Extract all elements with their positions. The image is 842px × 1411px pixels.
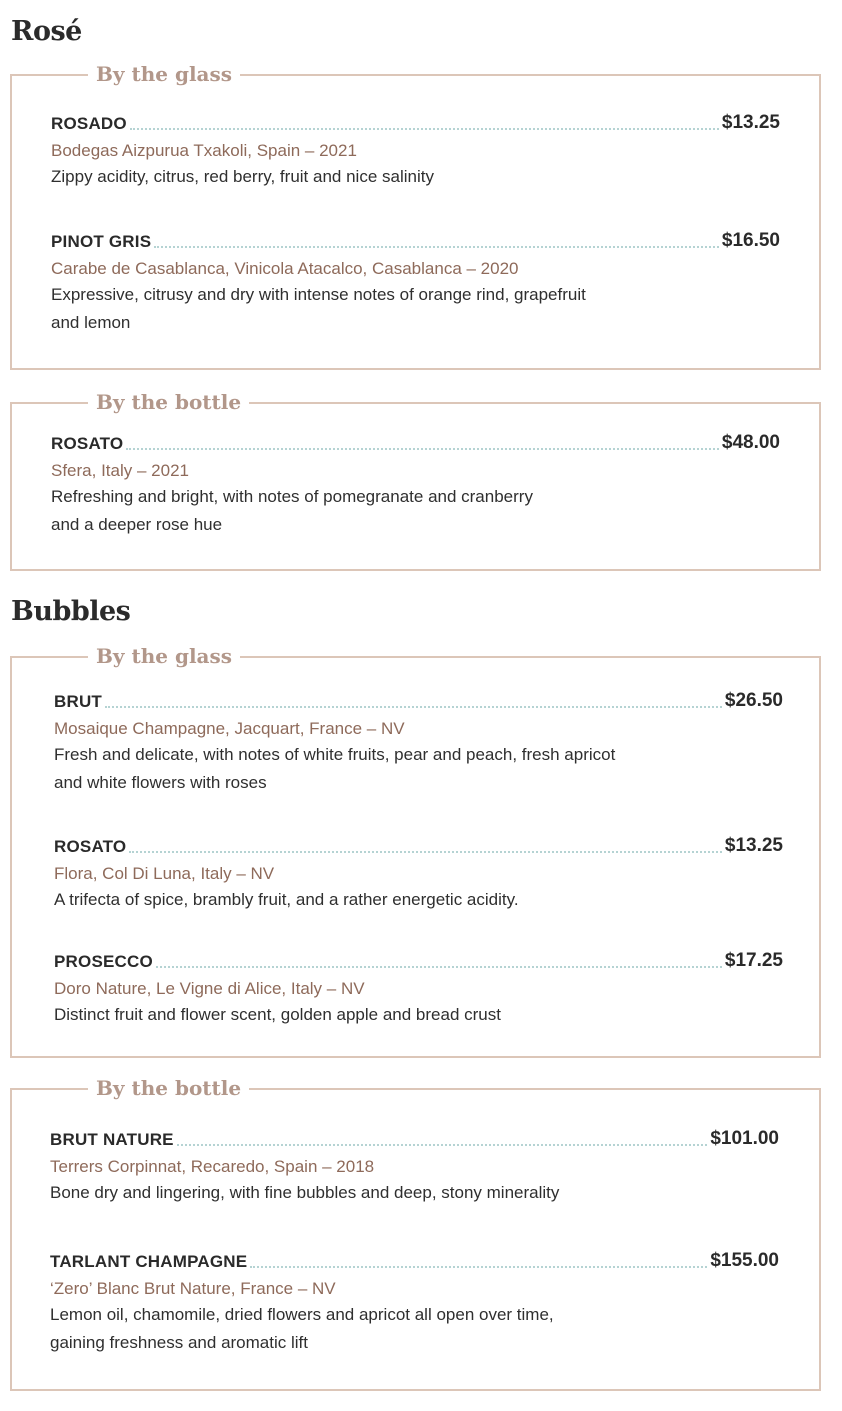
wine-description <box>50 1301 779 1357</box>
dot-leader <box>156 966 722 968</box>
wine-row <box>54 690 783 712</box>
wine-price: $17.25 <box>724 950 783 971</box>
dot-leader <box>154 246 719 248</box>
wine-description <box>51 483 780 539</box>
wine-item <box>51 112 780 191</box>
wine-price: $48.00 <box>721 432 780 453</box>
group-label: By the bottle <box>88 390 249 414</box>
wine-row <box>51 432 780 454</box>
section-title-rose: Rosé <box>11 16 82 47</box>
wine-description <box>51 281 780 337</box>
section-title-bubbles: Bubbles <box>11 596 131 627</box>
wine-origin: Terrers Corpinnat, Recaredo, Spain – 2018 <box>50 1157 375 1176</box>
wine-description <box>54 1001 783 1029</box>
wine-price: $26.50 <box>724 690 783 711</box>
wine-price: $13.25 <box>721 112 780 133</box>
wine-item <box>54 690 783 797</box>
desc-line: Expressive, citrusy and dry with intense notes of orange rind, grapefruit <box>51 285 586 304</box>
wine-name: ROSATO <box>54 837 127 856</box>
dot-leader <box>126 448 719 450</box>
dot-leader <box>129 851 722 853</box>
desc-line: Bone dry and lingering, with fine bubbles and deep, stony minerality <box>50 1183 560 1202</box>
wine-origin: Bodegas Aizpurua Txakoli, Spain – 2021 <box>51 141 357 160</box>
rose-by-the-glass-box <box>10 62 821 370</box>
bubbles-by-the-glass-box <box>10 644 821 1058</box>
wine-row <box>51 230 780 252</box>
wine-item <box>54 835 783 914</box>
dot-leader <box>130 128 719 130</box>
wine-origin: Flora, Col Di Luna, Italy – NV <box>54 864 275 883</box>
wine-row <box>50 1128 779 1150</box>
wine-row <box>50 1250 779 1272</box>
wine-origin: Carabe de Casablanca, Vinicola Atacalco, Casablanca – 2020 <box>51 259 519 278</box>
wine-description <box>50 1179 779 1207</box>
wine-item <box>51 230 780 337</box>
wine-name: TARLANT CHAMPAGNE <box>50 1252 248 1271</box>
wine-item <box>50 1128 779 1207</box>
wine-name: BRUT NATURE <box>50 1130 174 1149</box>
wine-price: $13.25 <box>724 835 783 856</box>
wine-name: PINOT GRIS <box>51 232 152 251</box>
wine-origin: ‘Zero’ Blanc Brut Nature, France – NV <box>50 1279 336 1298</box>
group-label: By the glass <box>88 644 240 668</box>
dot-leader <box>105 706 722 708</box>
desc-line: Lemon oil, chamomile, dried flowers and apricot all open over time, <box>50 1305 554 1324</box>
bubbles-by-the-bottle-box <box>10 1076 821 1391</box>
wine-name: BRUT <box>54 692 103 711</box>
wine-origin: Sfera, Italy – 2021 <box>51 461 189 480</box>
desc-line: and lemon <box>51 313 131 332</box>
wine-price: $155.00 <box>710 1250 779 1271</box>
wine-row <box>54 835 783 857</box>
desc-line: Fresh and delicate, with notes of white fruits, pear and peach, fresh apricot <box>54 745 616 764</box>
wine-origin: Doro Nature, Le Vigne di Alice, Italy – NV <box>54 979 365 998</box>
wine-price: $16.50 <box>721 230 780 251</box>
wine-description <box>54 886 783 914</box>
wine-description <box>51 163 780 191</box>
desc-line: and white flowers with roses <box>54 773 267 792</box>
wine-price: $101.00 <box>710 1128 779 1149</box>
rose-by-the-bottle-box <box>10 390 821 571</box>
wine-name: PROSECCO <box>54 952 153 971</box>
desc-line: Zippy acidity, citrus, red berry, fruit and nice salinity <box>51 167 434 186</box>
wine-row <box>51 112 780 134</box>
wine-origin: Mosaique Champagne, Jacquart, France – NV <box>54 719 405 738</box>
wine-description <box>54 741 783 797</box>
desc-line: and a deeper rose hue <box>51 515 223 534</box>
wine-name: ROSADO <box>51 114 127 133</box>
desc-line: A trifecta of spice, brambly fruit, and a rather energetic acidity. <box>54 890 519 909</box>
wine-name: ROSATO <box>51 434 124 453</box>
dot-leader <box>250 1266 707 1268</box>
dot-leader <box>177 1144 708 1146</box>
desc-line: Refreshing and bright, with notes of pomegranate and cranberry <box>51 487 533 506</box>
desc-line: Distinct fruit and flower scent, golden apple and bread crust <box>54 1005 501 1024</box>
wine-item <box>51 432 780 539</box>
wine-item <box>54 950 783 1029</box>
desc-line: gaining freshness and aromatic lift <box>50 1333 308 1352</box>
group-label: By the bottle <box>88 1076 249 1100</box>
group-label: By the glass <box>88 62 240 86</box>
wine-item <box>50 1250 779 1357</box>
wine-row <box>54 950 783 972</box>
